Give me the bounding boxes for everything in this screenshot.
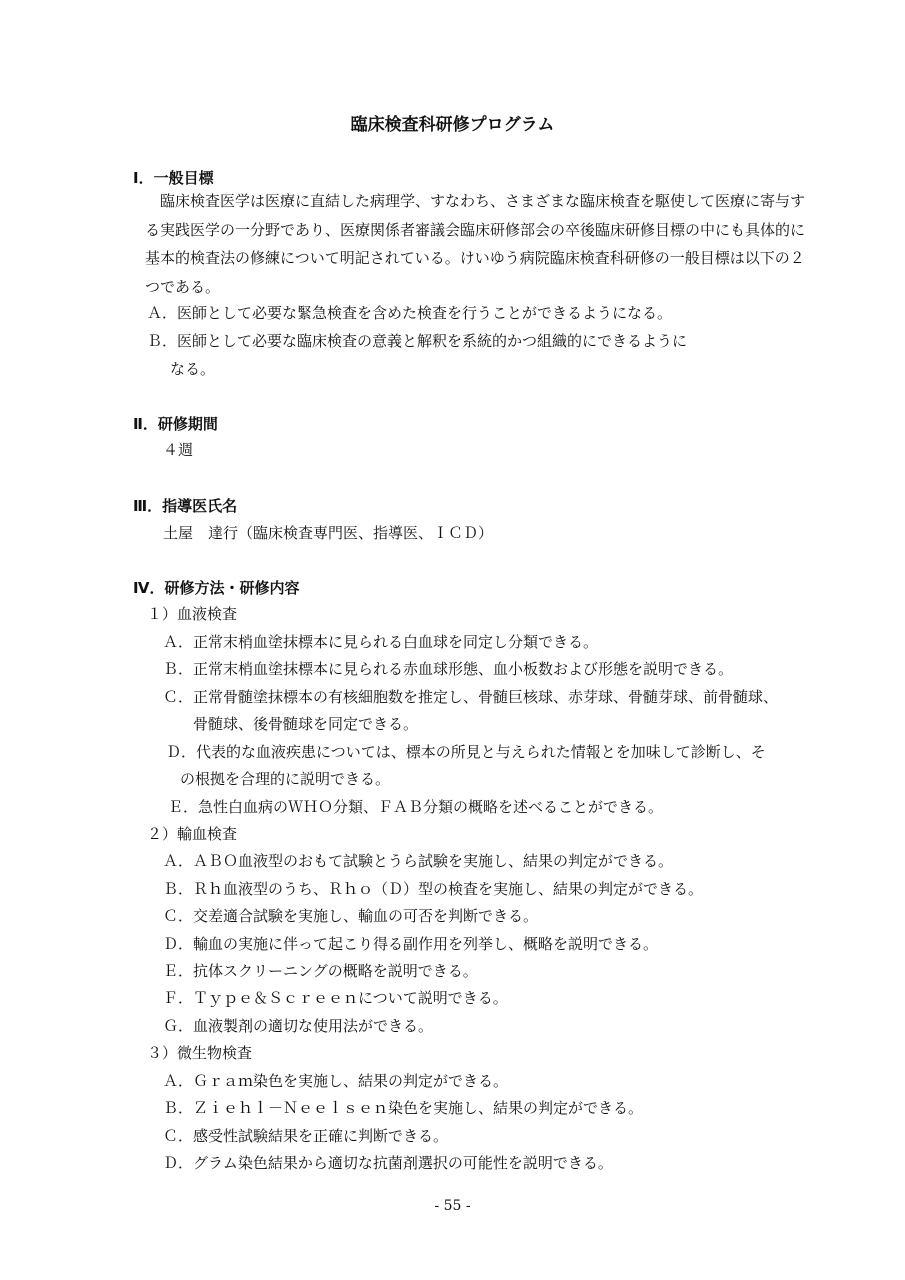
training-period: ４週 [163, 441, 194, 459]
list-item: Ｄ．代表的な血液疾患については、標本の所見と与えられた情報とを加味して診断し、そ [166, 743, 766, 761]
list-item: Ｄ．グラム染色結果から適切な抗菌剤選択の可能性を説明できる。 [163, 1154, 613, 1172]
list-item-continuation: 骨髄球、後骨髄球を同定できる。 [193, 715, 419, 733]
subsection-3-title: ３）微生物検査 [147, 1044, 253, 1062]
list-item: Ｂ．正常末梢血塗抹標本に見られる赤血球形態、血小板数および形態を説明できる。 [163, 660, 734, 678]
list-item: Ｇ．血液製剤の適切な使用法ができる。 [163, 1017, 434, 1035]
subsection-1-title: １）血液検査 [147, 605, 238, 623]
list-item: Ｄ．輸血の実施に伴って起こり得る副作用を列挙し、概略を説明できる。 [163, 935, 659, 953]
goal-b-line2: なる。 [170, 360, 216, 378]
list-item: Ｅ．抗体スクリーニングの概略を説明できる。 [163, 962, 478, 980]
goal-b-line1: Ｂ．医師として必要な臨床検査の意義と解釈を系統的かつ組織的にできるように [147, 332, 688, 350]
instructor-name: 土屋 達行（臨床検査専門医、指導医、ＩＣＤ） [163, 524, 494, 542]
section-3-heading: Ⅲ．指導医氏名 [133, 497, 238, 515]
section-2-heading: Ⅱ．研修期間 [133, 415, 218, 433]
list-item: Ｆ．Ｔｙｐｅ＆Ｓｃｒｅｅｎについて説明できる。 [163, 989, 508, 1007]
list-item-continuation: の根拠を合理的に説明できる。 [180, 770, 391, 788]
list-item: Ａ．Ｇｒａｍ染色を実施し、結果の判定ができる。 [163, 1072, 509, 1090]
list-item: Ｃ．交差適合試験を実施し、輸血の可否を判断できる。 [163, 907, 539, 925]
list-item: Ｂ．Ｚｉｅｈｌ－Ｎｅｅｌｓｅｎ染色を実施し、結果の判定ができる。 [163, 1099, 644, 1117]
list-item: Ｃ．正常骨髄塗抹標本の有核細胞数を推定し、骨髄巨核球、赤芽球、骨髄芽球、前骨髄球、 [163, 688, 779, 706]
section-4-heading: Ⅳ．研修方法・研修内容 [133, 579, 300, 597]
section-1-paragraph: 臨床検査医学は医療に直結した病理学、すなわち、さまざまな臨床検査を駆使して医療に寄与する実践医学の一分野であり、医療関係者審議会臨床研修部会の卒後臨床研修目標の中にも具体的に基本的検査法の修練について明記されている。けいゆう病院臨床検査科研修の一般目標は以下の２つである。 [145, 192, 806, 296]
page-number: - 55 - [434, 1198, 471, 1214]
list-item: Ａ．ＡＢＯ血液型のおもて試験とうら試験を実施し、結果の判定ができる。 [163, 852, 674, 870]
list-item: Ｅ．急性白血病のＷＨＯ分類、ＦＡＢ分類の概略を述べることができる。 [168, 798, 664, 816]
subsection-2-title: ２）輸血検査 [147, 825, 238, 843]
goal-a: Ａ．医師として必要な緊急検査を含めた検査を行うことができるようになる。 [147, 304, 673, 322]
list-item: Ｂ．Ｒｈ血液型のうち、Ｒｈｏ（Ｄ）型の検査を実施し、結果の判定ができる。 [163, 880, 704, 898]
list-item: Ａ．正常末梢血塗抹標本に見られる白血球を同定し分類できる。 [163, 633, 599, 651]
list-item: Ｃ．感受性試験結果を正確に判断できる。 [163, 1127, 449, 1145]
section-1-heading: Ⅰ．一般目標 [133, 169, 214, 187]
page-title: 臨床検査科研修プログラム [350, 115, 555, 135]
